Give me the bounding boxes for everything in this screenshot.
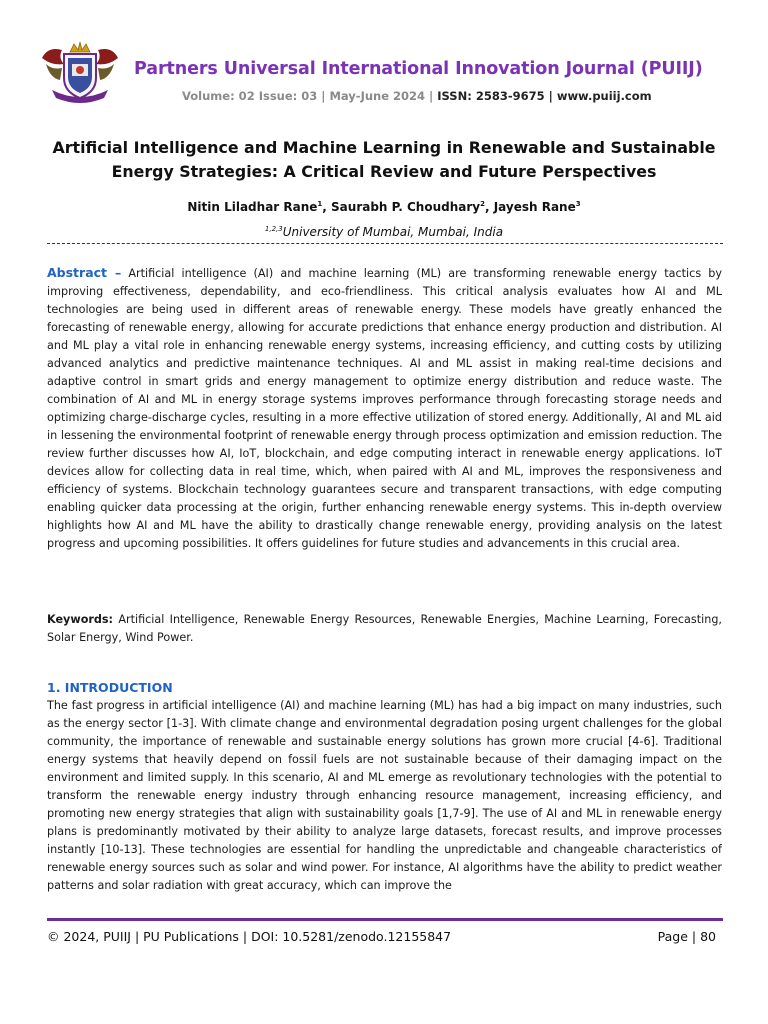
author-list [40,200,728,214]
abstract-text: Artificial intelligence (AI) and machine learning (ML) are transforming renewable energy tactics by improving effectiveness, dependability, and eco-friendliness. This critical analysis evaluates how AI and ML technologies are being used in different areas of renewable energy. These models have greatly enhanced the forecasting of renewable energy, allowing for accurate predictions that enhance energy production and distribution. AI and ML play a vital role in enhancing renewable energy systems, increasing efficiency, and cutting costs by utilizing advanced analytics and predictive maintenance techniques. AI and ML assist in making real-time decisions and adaptive control in smart grids and energy management to optimize energy distribution and reduce waste. The combination of AI and ML in energy storage systems improves performance through forecasting storage needs and optimizing charge-discharge cycles, resulting in a more effective utilization of stored energy. Additionally, AI and ML aid in lessening the environmental footprint of renewable energy through process optimization and emission reduction. The review further discusses how AI, IoT, blockchain, and edge computing interact in renewable energy applications. IoT devices allow for collecting data in real time, which, when paired with AI and ML, improves the responsiveness and efficiency of systems. Blockchain technology guarantees secure and transparent transactions, with edge computing enabling quicker data processing at the origin, further enhancing renewable energy systems. This in-depth overview highlights how AI and ML have the ability to drastically change renewable energy, providing analysis on the latest progress and upcoming possibilities. It offers guidelines for future studies and advancements in this crucial area. [47,267,722,550]
author-separator: , [484,200,494,214]
section-heading-introduction: 1. INTRODUCTION [47,680,173,695]
abstract [47,264,722,553]
keywords-text: Artificial Intelligence, Renewable Energy Resources, Renewable Energies, Machine Learning, Forecasting, Solar Energy, Wind Power. [47,613,722,644]
author-name: Jayesh Rane [493,200,576,214]
affiliation [40,225,728,239]
author-affiliation-marker: 2 [480,200,485,208]
paper-title: Artificial Intelligence and Machine Learning in Renewable and Sustainable Energy Strategies: A Critical Review and Future Perspectives [52,138,716,181]
journal-crest-logo-icon [38,40,122,106]
affiliation-marker: 1,2,3 [264,225,283,233]
introduction-text: The fast progress in artificial intelligence (AI) and machine learning (ML) has had a big impact on many industries, such as the energy sector [1-3]. With climate change and environmental degradation posing urgent challenges for the global community, the importance of renewable and sustainable energy solutions has grown more crucial [4-6]. Traditional energy systems that heavily depend on fossil fuels are not sustainable because of their damaging impact on the environment and limited supply. In this scenario, AI and ML emerge as revolutionary technologies with the potential to transform the renewable energy industry through enhancing resource management, increasing efficiency, and promoting new energy strategies that align with sustainability goals [1,7-9]. The use of AI and ML in renewable energy plans is predominantly motivated by their ability to analyze large datasets, forecast results, and improve processes instantly [10-13]. These technologies are essential for handling the unpredictable and changeable characteristics of renewable energy sources such as solar and wind power. For instance, AI algorithms have the ability to predict weather patterns and solar radiation with great accuracy, which can improve the [47,699,722,892]
author-affiliation-marker: 3 [575,200,581,208]
author-name: Nitin Liladhar Rane [187,200,318,214]
author-separator: , [322,200,332,214]
dashed-divider [47,243,723,246]
journal-title: Partners Universal International Innovation Journal (PUIIJ) [134,59,703,79]
footer-citation: © 2024, PUIIJ | PU Publications | DOI: 10.5281/zenodo.12155847 [47,929,452,944]
author-affiliation-marker: 1 [317,200,323,208]
abstract-label: Abstract – [47,265,122,280]
footer-rule [47,918,723,921]
keywords [47,611,722,647]
journal-volume-issue: Volume: 02 Issue: 03 | May-June 2024 | [182,89,438,103]
affiliation-text: University of Mumbai, Mumbai, India [282,225,504,239]
journal-meta [182,89,742,103]
journal-issn-website[interactable]: ISSN: 2583-9675 | www.puiij.com [437,89,652,103]
keywords-label: Keywords: [47,613,114,626]
page-number: Page | 80 [657,929,716,944]
author-name: Saurabh P. Choudhary [331,200,481,214]
